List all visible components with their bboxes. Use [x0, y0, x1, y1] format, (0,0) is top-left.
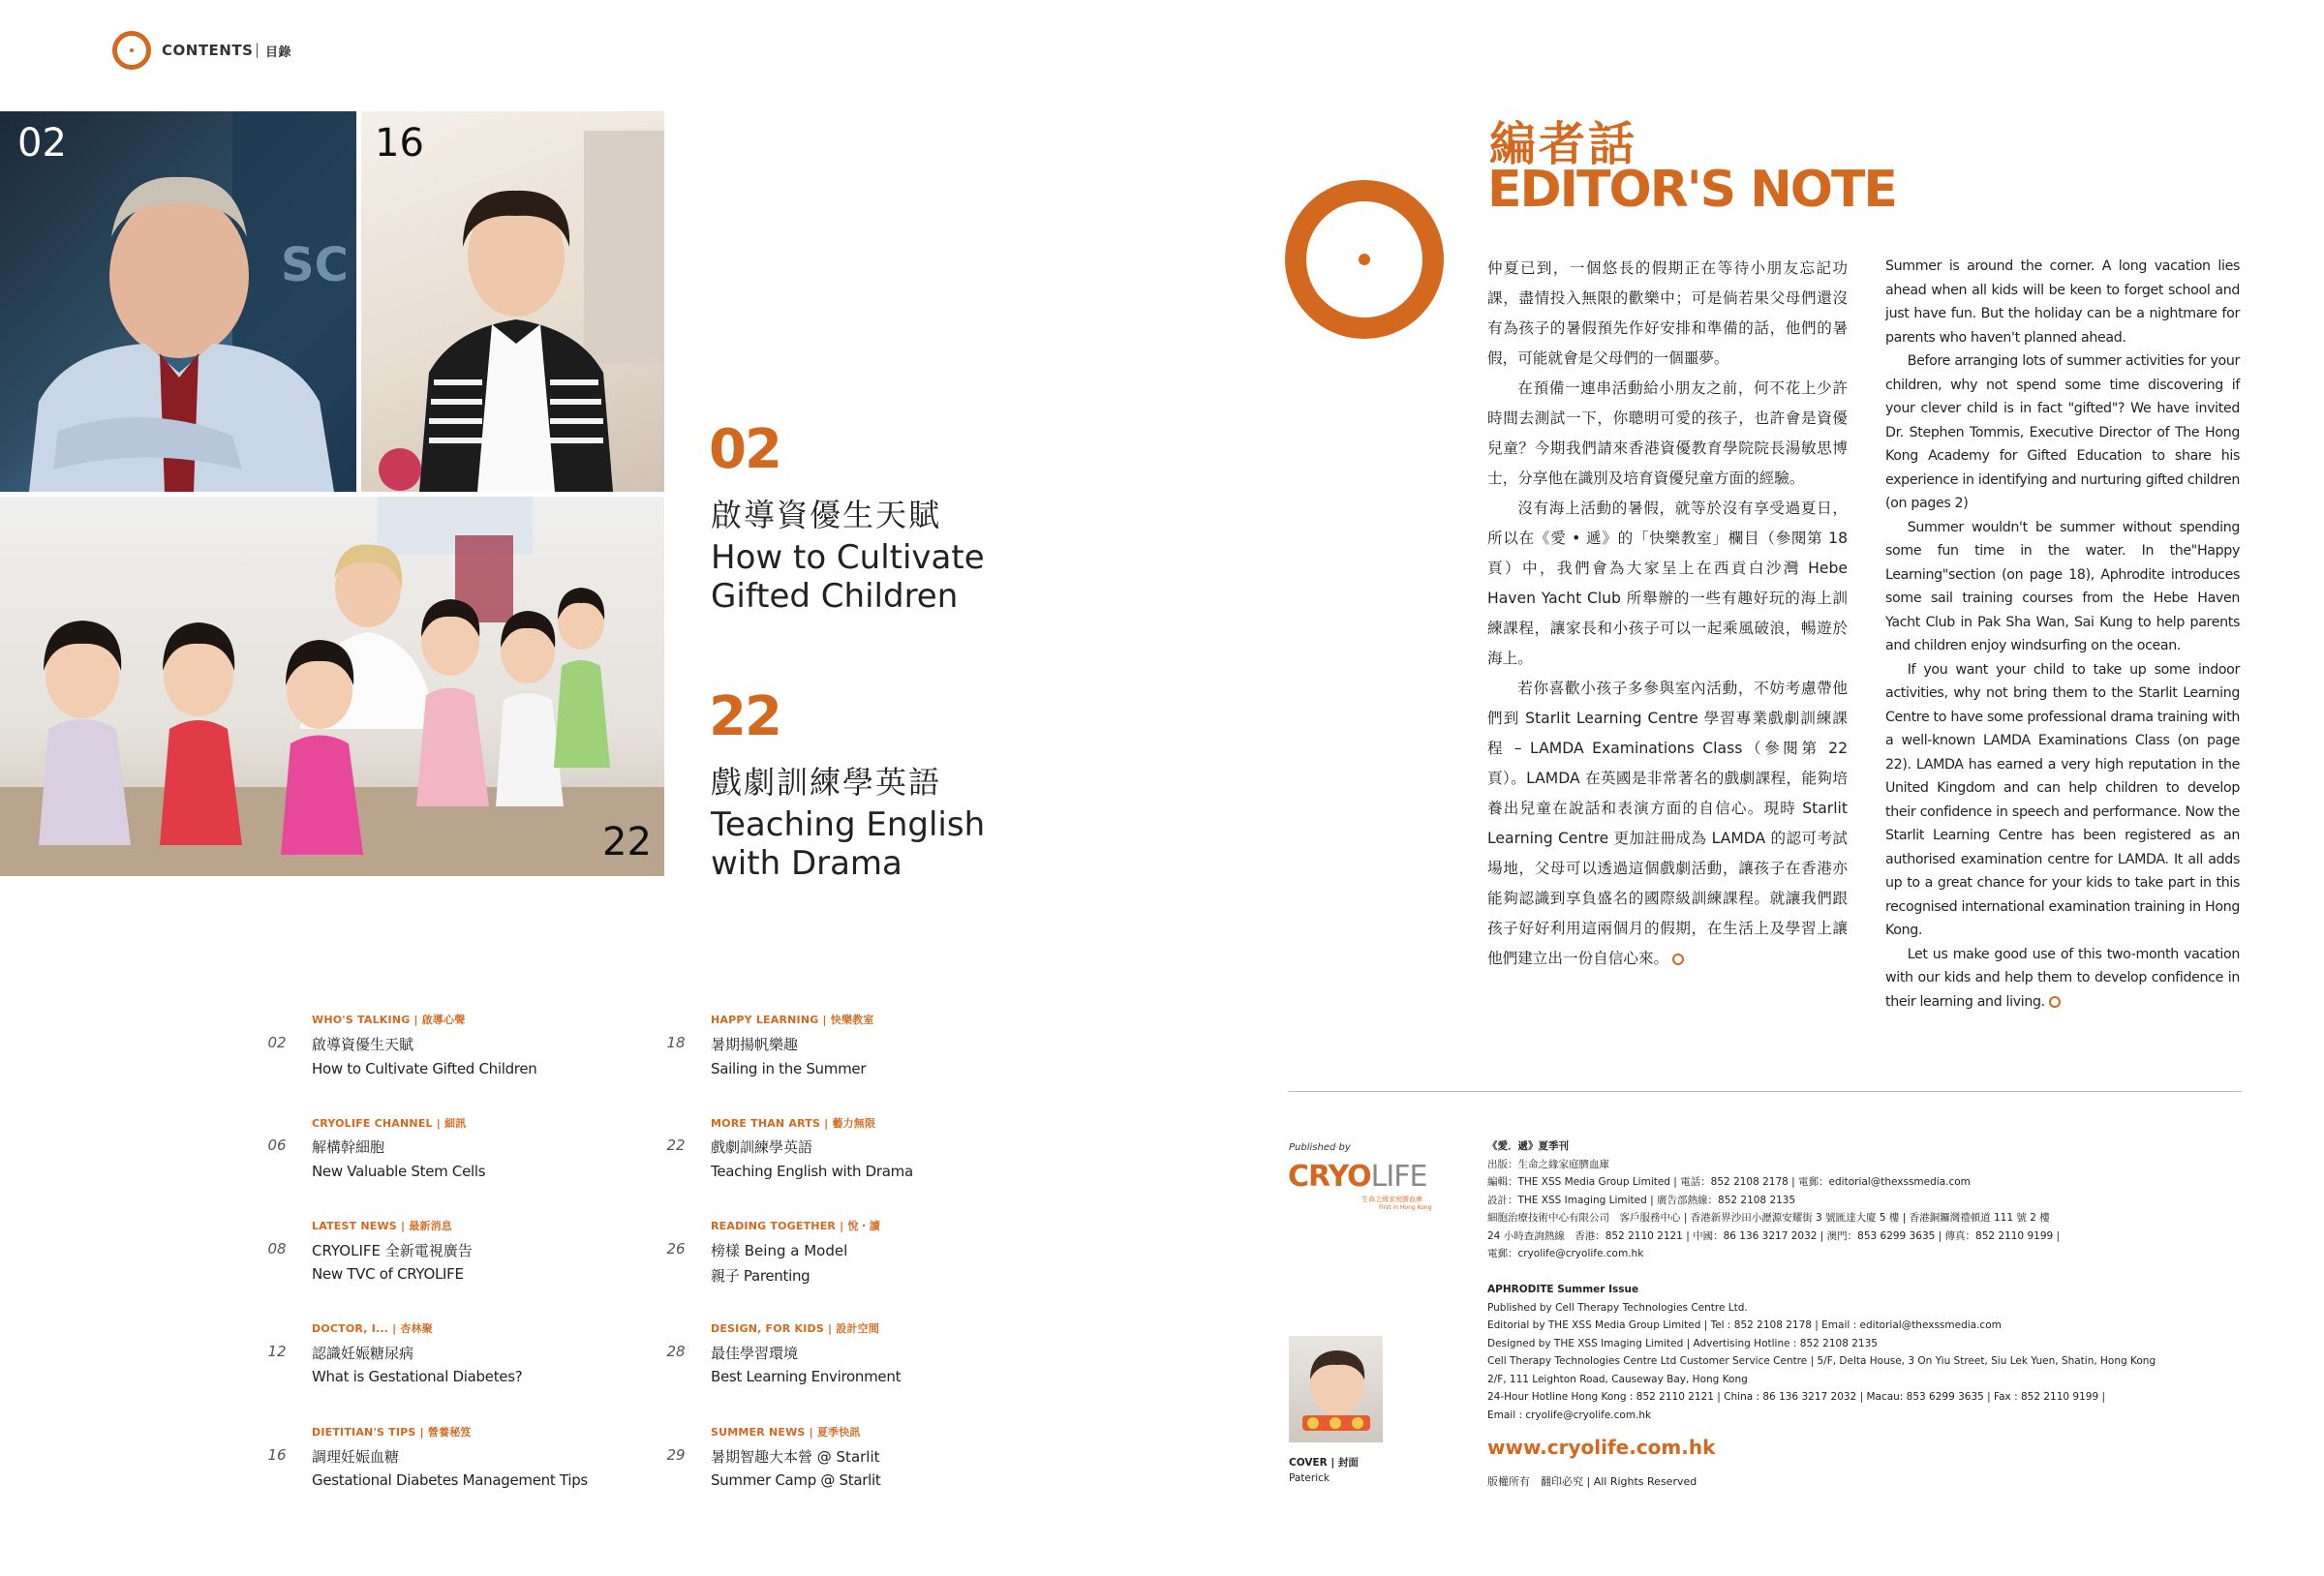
toc-section-label: WHO'S TALKING | 啟導心聲: [312, 1014, 466, 1026]
toc-page-number: 16: [267, 1446, 287, 1464]
photo-children-class[interactable]: [0, 497, 664, 876]
published-by-label: Published by: [1289, 1142, 1351, 1153]
contents-label: CONTENTS: [162, 42, 254, 59]
end-mark-icon: [1672, 954, 1684, 965]
editor-zh-paragraph: 在預備一連串活動給小朋友之前，何不花上少許時間去測試一下，你聰明可愛的孩子，也許會是資優兒童？今期我們請來香港資優教育學院院長湯敏思博士，分享他在識別及培育資優兒童方面的經驗。: [1487, 379, 1848, 487]
cryolife-logo[interactable]: [1288, 1160, 1426, 1194]
toc-section-label: READING TOGETHER | 悅・讀: [711, 1220, 880, 1232]
feature-2-title-zh[interactable]: 戲劇訓練學英語: [711, 764, 942, 801]
pub-en-line: Email : cryolife@cryolife.com.hk: [1487, 1409, 1652, 1421]
editor-zh-paragraph: 仲夏已到，一個悠長的假期正在等待小朋友忘記功課，盡情投入無限的歡樂中；可是倘若果父母們還沒有為孩子的暑假預先作好安排和準備的話，他們的暑假，可能就會是父母們的一個噩夢。: [1487, 259, 1848, 367]
editor-ring-icon: [1285, 180, 1444, 339]
toc-entry-zh[interactable]: 啟導資優生天賦: [312, 1036, 414, 1053]
toc-entry-en[interactable]: Teaching English with Drama: [711, 1163, 913, 1180]
editor-note-en: [1885, 255, 2240, 1014]
editor-en-paragraph: [1885, 943, 2240, 1015]
man-figure-illustration: [0, 111, 356, 492]
photo-stephen-tommis[interactable]: [0, 111, 356, 492]
editor-en-paragraph-text: Let us make good use of this two-month vacation with our kids and help them to develop confidence in their learning and living.: [1885, 946, 2240, 1010]
toc-entry-zh[interactable]: 戲劇訓練學英語: [711, 1138, 813, 1156]
editor-en-paragraph: If you want your child to take up some indoor activities, why not bring them to the Starlit Learning Centre to have some professional drama training with a well-known LAMDA Examinations Class (on page 22). LAMDA has earned a very high reputation in the United Kingdom and can help children to develop their confidence in speech and performance. Now the Starlit Learning Centre has been registered as an authorised examination centre for LAMDA. It all adds up to a great chance for your kids to take part in this recognised international examination training in Hong Kong.: [1885, 661, 2240, 938]
header-separator: |: [255, 41, 260, 58]
photo-page-number: 16: [375, 121, 424, 166]
publisher-info-en: [1487, 1281, 2156, 1424]
woman-figure-illustration: [361, 111, 664, 492]
pub-zh-line: 電郵：cryolife@cryolife.com.hk: [1487, 1248, 1644, 1259]
cryolife-logo-life: LIFE: [1370, 1160, 1427, 1194]
toc-entry-zh[interactable]: 最佳學習環境: [711, 1345, 799, 1362]
feature-1-title-en-line1[interactable]: How to Cultivate: [711, 538, 985, 577]
toc-page-number: 12: [267, 1343, 287, 1360]
toc-section-label: DOCTOR, I... | 杏林聚: [312, 1322, 433, 1335]
toc-section-label: CRYOLIFE CHANNEL | 細訊: [312, 1117, 467, 1130]
pub-en-line: 2/F, 111 Leighton Road, Causeway Bay, Hong Kong: [1487, 1373, 1748, 1385]
toc-page-number: 18: [666, 1034, 686, 1051]
toc-section-label: SUMMER NEWS | 夏季快訊: [711, 1426, 861, 1439]
brand-ring-icon: [112, 31, 151, 70]
cryolife-logo-tagline: 生命之緣家庭臍血庫: [1361, 1196, 1422, 1203]
cover-label: COVER | 封面: [1289, 1457, 1359, 1469]
toc-section-label: LATEST NEWS | 最新消息: [312, 1220, 452, 1232]
pub-zh-line: 細胞治療技術中心有限公司 客戶服務中心 | 香港新界沙田小瀝源安耀街 3 號匯達大廈 5 樓 | 香港銅鑼灣禮頓道 111 號 2 樓: [1487, 1212, 2050, 1224]
contents-header: [112, 31, 422, 72]
publisher-info-zh: [1487, 1137, 2060, 1263]
editor-en-paragraph: Before arranging lots of summer activities for your children, why not spend some time discovering if your clever child is in fact "gifted"? We have invited Dr. Stephen Tommis, Executive Director of The Hong Kong Academy for Gifted Education to share his experience in identifying and nurturing gifted children (on pages 2): [1885, 353, 2240, 511]
toc-entry-en[interactable]: New Valuable Stem Cells: [312, 1163, 486, 1180]
cover-baby-illustration: [1289, 1336, 1383, 1442]
pub-en-line: Published by Cell Therapy Technologies Centre Ltd.: [1487, 1301, 1748, 1314]
editor-title-en: EDITOR'S NOTE: [1487, 161, 1896, 219]
feature-1-number: 02: [709, 418, 780, 481]
toc-entry-zh[interactable]: 暑期揚帆樂趣: [711, 1036, 799, 1053]
toc-entry-en[interactable]: What is Gestational Diabetes?: [312, 1368, 523, 1385]
toc-page-number: 02: [267, 1034, 287, 1051]
rights-notice: 版權所有 翻印必究 | All Rights Reserved: [1487, 1475, 1697, 1488]
toc-entry-en[interactable]: New TVC of CRYOLIFE: [312, 1265, 464, 1283]
toc-section-label: DESIGN, FOR KIDS | 設計空間: [711, 1322, 880, 1335]
toc-page-number: 26: [666, 1240, 686, 1258]
toc-entry-en[interactable]: How to Cultivate Gifted Children: [312, 1060, 537, 1077]
pub-en-line: Cell Therapy Technologies Centre Ltd Customer Service Centre | 5/F, Delta House, 3 On Yiu Street, Siu Lek Yuen, Shatin, Hong Kong: [1487, 1355, 2156, 1367]
photo-page-number: 22: [602, 820, 652, 864]
editor-en-paragraph: Summer wouldn't be summer without spending some fun time in the water. In the"Happy Learning"section (on page 18), Aphrodite introduces some sail training courses from the Hebe Haven Yacht Club in Pak Sha Wan, Sai Kung to help parents and children enjoy windsurfing on the ocean.: [1885, 519, 2240, 653]
toc-page-number: 28: [666, 1343, 686, 1360]
children-illustration: [0, 497, 664, 876]
feature-1-title-en-line2[interactable]: Gifted Children: [711, 577, 959, 616]
cover-name: Paterick: [1289, 1472, 1330, 1484]
svg-text:SC: SC: [281, 238, 349, 292]
toc-section-label: HAPPY LEARNING | 快樂教室: [711, 1014, 874, 1026]
editor-en-paragraph: Summer is around the corner. A long vacation lies ahead when all kids will be keen to forget school and just have fun. But the holiday can be a nightmare for parents who haven't planned ahead.: [1885, 258, 2240, 346]
toc-entry-zh[interactable]: 暑期智趣大本營 @ Starlit: [711, 1448, 880, 1466]
feature-2-title-en-line2[interactable]: with Drama: [711, 844, 902, 883]
editor-note-zh: [1487, 254, 1848, 974]
toc-page-number: 22: [666, 1137, 686, 1154]
cover-thumbnail[interactable]: [1289, 1336, 1383, 1442]
contents-label-zh: 目錄: [265, 45, 292, 60]
pub-en-line: APHRODITE Summer Issue: [1487, 1284, 1639, 1295]
toc-entry-zh[interactable]: 調理妊娠血糖: [312, 1448, 400, 1466]
toc-entry-zh[interactable]: CRYOLIFE 全新電視廣告: [312, 1242, 473, 1259]
section-divider: [1288, 1091, 2242, 1092]
editor-title-zh: 編者話: [1489, 117, 1638, 171]
cryolife-logo-sub: First in Hong Kong: [1379, 1204, 1432, 1211]
photo-woman[interactable]: [361, 111, 664, 492]
cryolife-logo-cryo: CRYO: [1288, 1160, 1371, 1194]
end-mark-icon: [2049, 996, 2061, 1008]
pub-zh-line: 24 小時查詢熱線 香港：852 2110 2121 | 中國：86 136 3217 2032 | 澳門：853 6299 3635 | 傳真：852 2110 9199 |: [1487, 1229, 2061, 1242]
toc-page-number: 08: [267, 1240, 287, 1258]
pub-zh-line: 出版：生命之緣家庭臍血庫: [1487, 1158, 1609, 1170]
pub-zh-line: 編輯：THE XSS Media Group Limited | 電話：852 2108 2178 | 電郵：editorial@thexssmedia.com: [1487, 1176, 1971, 1188]
website-link[interactable]: www.cryolife.com.hk: [1487, 1436, 1716, 1459]
pub-en-line: Editorial by THE XSS Media Group Limited | Tel : 852 2108 2178 | Email : editorial@thexssmedia.com: [1487, 1319, 2002, 1331]
feature-1-title-zh[interactable]: 啟導資優生天賦: [711, 497, 942, 533]
editor-zh-paragraph: 沒有海上活動的暑假，就等於沒有享受過夏日，所以在《愛 • 遞》的「快樂教室」欄目（參閱第 18 頁）中，我們會為大家呈上在西貢白沙灣 Hebe Haven Yacht Club 所舉辦的一些有趣好玩的海上訓練課程，讓家長和小孩子可以一起乘風破浪，暢遊於海上。: [1487, 500, 1848, 667]
pub-zh-line: 《愛．遞》夏季刊: [1487, 1140, 1569, 1152]
pub-en-line: 24-Hour Hotline Hong Kong : 852 2110 2121 | China : 86 136 3217 2032 | Macau: 853 6299 3635 | Fax : 852 2110 9199 |: [1487, 1391, 2106, 1403]
toc-entry-zh[interactable]: 解構幹細胞: [312, 1138, 385, 1156]
toc-entry-en[interactable]: Sailing in the Summer: [711, 1060, 867, 1077]
feature-2-title-en-line1[interactable]: Teaching English: [711, 805, 986, 844]
toc-entry-en[interactable]: Best Learning Environment: [711, 1368, 902, 1385]
toc-page-number: 29: [666, 1446, 686, 1464]
toc-entry-en[interactable]: Summer Camp @ Starlit: [711, 1471, 881, 1489]
toc-entry-en[interactable]: 親子 Parenting: [711, 1267, 810, 1285]
toc-entry-zh[interactable]: 認識妊娠糖尿病: [312, 1345, 414, 1362]
toc-entry-en[interactable]: Gestational Diabetes Management Tips: [312, 1471, 588, 1489]
toc-entry-zh[interactable]: 榜樣 Being a Model: [711, 1242, 848, 1259]
photo-page-number: 02: [17, 121, 67, 166]
editor-zh-paragraph-text: 若你喜歡小孩子多參與室內活動，不妨考慮帶他們到 Starlit Learning Centre 學習專業戲劇訓練課程 – LAMDA Examinations Class（參閱第 22 頁）。LAMDA 在英國是非常著名的戲劇課程，能夠培養出兒童在說話和表演方面的自信心。現時 Starlit Learning Centre 更加註冊成為 LAMDA 的認可考試場地，父母可以透過這個戲劇活動，讓孩子在香港亦能夠認識到享負盛名的國際級訓練課程。就讓我們跟孩子好好利用這兩個月的假期，在生活上及學習上讓他們建立出一份自信心來。: [1487, 680, 1848, 967]
toc-section-label: DIETITIAN'S TIPS | 營養秘笈: [312, 1426, 472, 1439]
editor-zh-paragraph: [1487, 674, 1848, 974]
pub-zh-line: 設計：THE XSS Imaging Limited | 廣告部熱線：852 2108 2135: [1487, 1194, 1796, 1206]
toc-section-label: MORE THAN ARTS | 藝力無限: [711, 1117, 876, 1130]
toc-page-number: 06: [267, 1137, 287, 1154]
feature-2-number: 22: [709, 685, 780, 748]
pub-en-line: Designed by THE XSS Imaging Limited | Advertising Hotline : 852 2108 2135: [1487, 1337, 1878, 1349]
